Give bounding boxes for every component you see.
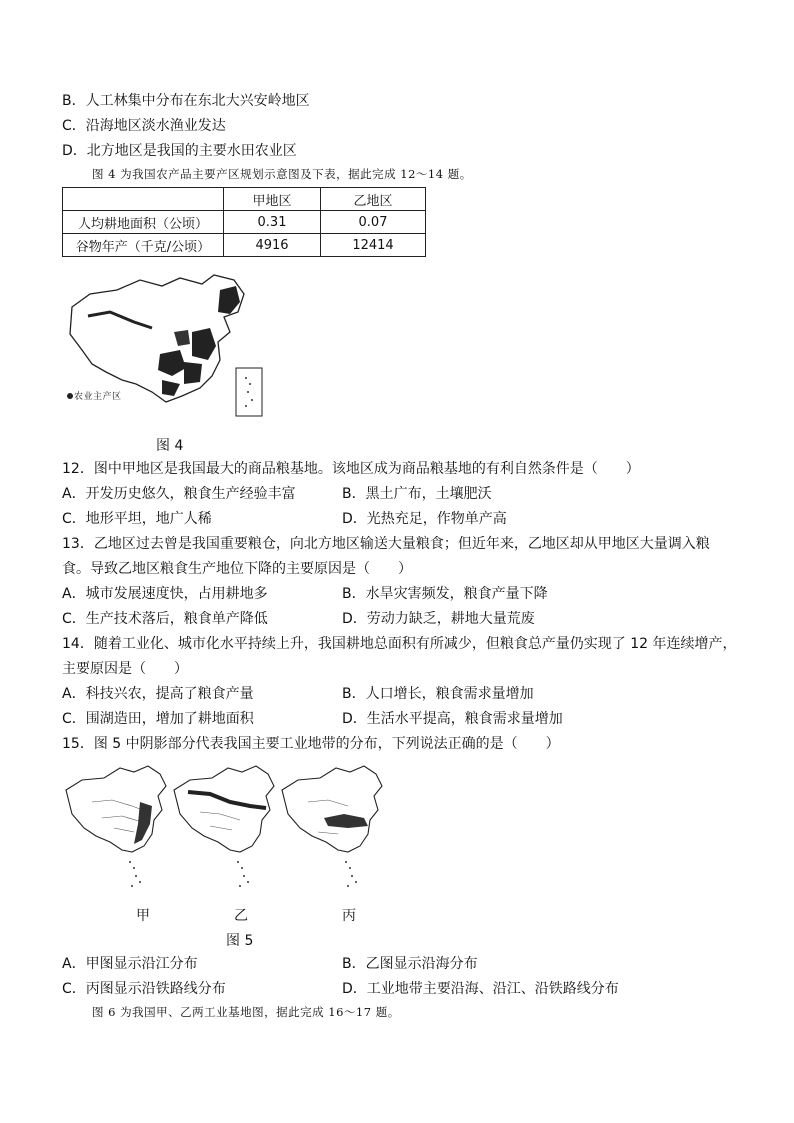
table-header-cell xyxy=(63,188,224,211)
q14-option-d: D．生活水平提高，粮食需求量增加 xyxy=(342,711,563,727)
fig5-label-bing: 丙 xyxy=(342,908,356,924)
q12-option-b: B．黑土广布，土壤肥沃 xyxy=(342,486,492,502)
table-row xyxy=(63,211,426,234)
q14-option-b: B．人口增长，粮食需求量增加 xyxy=(342,686,534,702)
fig5-label-jia: 甲 xyxy=(136,908,150,924)
option-c-prev: C．沿海地区淡水渔业发达 xyxy=(62,118,226,134)
q12-option-c: C．地形平坦，地广人稀 xyxy=(62,511,212,527)
fig5-svg xyxy=(62,762,392,897)
q13-option-d: D．劳动力缺乏，耕地大量荒废 xyxy=(342,611,535,627)
map-bing xyxy=(282,766,382,887)
q13-stem-line2: 食。导致乙地区粮食生产地位下降的主要原因是（ ） xyxy=(62,561,412,577)
fig4-caption: 图 4 xyxy=(156,438,184,454)
table-cell: 4916 xyxy=(224,234,321,257)
q12-stem: 12．图中甲地区是我国最大的商品粮基地。该地区成为商品粮基地的有利自然条件是（ ） xyxy=(62,461,640,477)
q13-option-a: A．城市发展速度快，占用耕地多 xyxy=(62,586,268,602)
map-jia xyxy=(66,766,166,887)
map-yi xyxy=(174,766,274,887)
data-table xyxy=(62,187,426,257)
q15-option-d: D．工业地带主要沿海、沿江、沿铁路线分布 xyxy=(342,981,619,997)
table-cell: 0.31 xyxy=(224,211,321,234)
table-cell: 0.07 xyxy=(321,211,426,234)
q15-option-c: C．丙图显示沿铁路线分布 xyxy=(62,981,226,997)
fig5-label-yi: 乙 xyxy=(234,908,248,924)
q13-option-c: C．生产技术落后，粮食单产降低 xyxy=(62,611,268,627)
option-d-prev: D．北方地区是我国的主要水田农业区 xyxy=(62,143,297,159)
table-header-cell: 乙地区 xyxy=(321,188,426,211)
table-header-cell: 甲地区 xyxy=(224,188,321,211)
table-row xyxy=(63,234,426,257)
q15-option-a: A．甲图显示沿江分布 xyxy=(62,956,198,972)
table-header-row xyxy=(63,188,426,211)
table-cell: 12414 xyxy=(321,234,426,257)
q14-stem-line1: 14．随着工业化、城市化水平持续上升，我国耕地总面积有所减少，但粮食总产量仍实现了 12 年连续增产， xyxy=(62,636,737,652)
q14-option-a: A．科技兴农，提高了粮食产量 xyxy=(62,686,254,702)
option-b-prev: B．人工林集中分布在东北大兴安岭地区 xyxy=(62,93,310,109)
q15-stem: 15．图 5 中阴影部分代表我国主要工业地带的分布，下列说法正确的是（ ） xyxy=(62,736,560,752)
fig6-intro: 图 6 为我国甲、乙两工业基地图，据此完成 16～17 题。 xyxy=(92,1005,400,1019)
table-cell: 谷物年产（千克/公顷） xyxy=(63,234,224,257)
q15-option-b: B．乙图显示沿海分布 xyxy=(342,956,478,972)
table-cell: 人均耕地面积（公顷） xyxy=(63,211,224,234)
q12-option-d: D．光热充足，作物单产高 xyxy=(342,511,507,527)
q14-option-c: C．围湖造田，增加了耕地面积 xyxy=(62,711,254,727)
q12-option-a: A．开发历史悠久，粮食生产经验丰富 xyxy=(62,486,296,502)
fig5-caption: 图 5 xyxy=(226,933,254,949)
q14-stem-line2: 主要原因是（ ） xyxy=(62,661,188,677)
fig5-maps xyxy=(62,762,392,897)
fig4-intro: 图 4 为我国农产品主要产区规划示意图及下表，据此完成 12～14 题。 xyxy=(92,167,472,181)
q13-stem-line1: 13．乙地区过去曾是我国重要粮仓，向北方地区输送大量粮食；但近年来，乙地区却从甲地区大量调入粮 xyxy=(62,536,710,552)
q13-option-b: B．水旱灾害频发，粮食产量下降 xyxy=(342,586,548,602)
fig4-legend: 农业主产区 xyxy=(74,392,122,402)
